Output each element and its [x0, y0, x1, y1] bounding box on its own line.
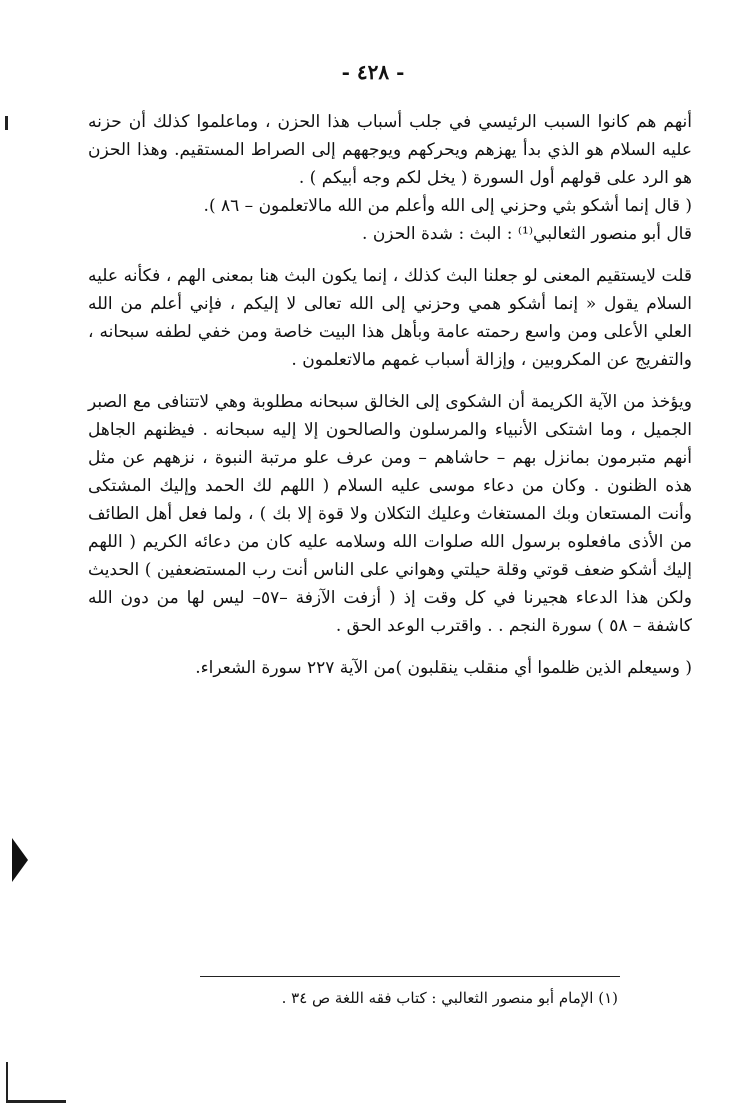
- paragraph-1: أنهم هم كانوا السبب الرئيسي في جلب أسباب هذا الحزن ، وماعلموا كذلك أن حزنه عليه السلام هو الذي بدأ يهزهم ويحركهم ويوجههم إلى الصراط المستقيم. وهذا الحزن هو الرد على قولهم أول السورة ( يخل لكم وجه أبيكم ) .: [88, 112, 692, 188]
- margin-arrow-icon: [12, 838, 28, 882]
- thaalibi-quote: قال أبو منصور الثعالبي⁽¹⁾ : البث : شدة الحزن .: [362, 224, 692, 244]
- footnote-divider: [200, 976, 620, 977]
- margin-mark: [5, 116, 8, 130]
- quran-verse-86: ( قال إنما أشكو بثي وحزني إلى الله وأعلم من الله مالاتعلمون – ٨٦ ).: [203, 196, 692, 216]
- body-text: [88, 108, 692, 682]
- paragraph-supplication: ويؤخذ من الآية الكريمة أن الشكوى إلى الخالق سبحانه مطلوبة وهي لاتتنافى مع الصبر الجميل ، وما اشتكى الأنبياء والمرسلون والصالحون إلا إليه سبحانه . فيظنهم الجاهل أنهم متبرمون بمانزل بهم – حاشاهم – ومن عرف علو مرتبة النبوة ، نزههم عن مثل هذه الظنون . وكان من دعاء موسى عليه السلام ( اللهم لك الحمد وإليك المشتكى وأنت المستعان وبك المستغاث وعليك التكلان ولا قوة إلا بك ) ، ولما فعل أهل الطائف من الأذى مافعلوه برسول الله صلوات الله وسلامه عليه كان من دعائه الكريم ( اللهم إليك أشكو ضعف قوتي وقلة حيلتي وهواني على الناس أنت رب المستضعفين ) الحديث ولكن هذا الدعاء هجيرنا في كل وقت إذ ( أزفت الآزفة –٥٧– ليس لها من دون الله كاشفة – ٥٨ ) سورة النجم . . واقترب الوعد الحق .: [88, 392, 692, 636]
- corner-crop-mark: [6, 1062, 66, 1103]
- page-number: - ٤٢٨ -: [341, 60, 405, 84]
- footnote: (١) الإمام أبو منصور الثعالبي : كتاب فقه اللغة ص ٣٤ .: [281, 989, 618, 1007]
- paragraph-commentary: قلت لايستقيم المعنى لو جعلنا البث كذلك ، إنما يكون البث هنا بمعنى الهم ، فكأنه عليه السلام يقول « إنما أشكو همي وحزني إلى الله تعالى لا إليكم ، فإني أعلم من الله العلي الأعلى ومن واسع رحمته عامة وبأهل هذا البيت خاصة ومن خفي لطفه سبحانه ، والتفريج عن المكروبين ، وإزالة أسباب غمهم مالاتعلمون .: [88, 266, 692, 370]
- quran-verse-shuara: ( وسيعلم الذين ظلموا أي منقلب ينقلبون )من الآية ٢٢٧ سورة الشعراء.: [195, 658, 692, 678]
